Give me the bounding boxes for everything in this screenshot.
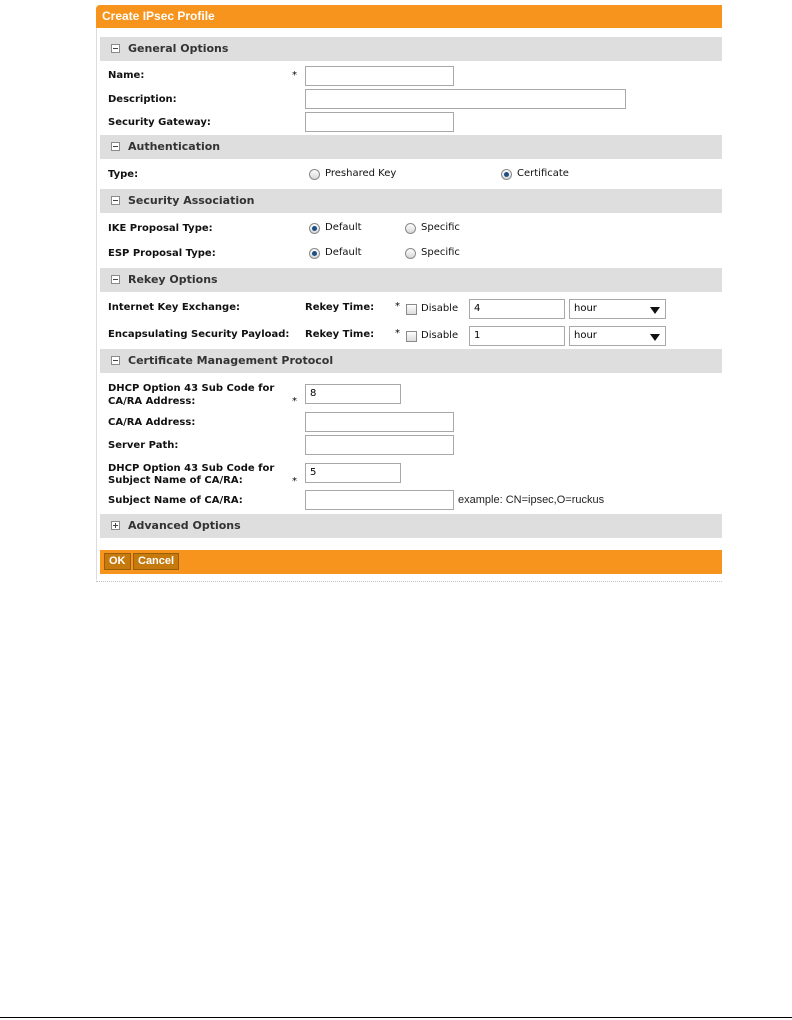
security-gateway-label: Security Gateway:: [108, 117, 211, 128]
section-title: Rekey Options: [128, 273, 218, 286]
ike-rekey-time-label: Rekey Time:: [305, 302, 375, 313]
ike-specific-radio[interactable]: [405, 223, 416, 234]
esp-specific-radio[interactable]: [405, 248, 416, 259]
dialog-bottom-divider: [96, 581, 722, 582]
esp-default-label[interactable]: Default: [325, 247, 362, 258]
name-input[interactable]: [305, 66, 454, 86]
subject-name-example: example: CN=ipsec,O=ruckus: [458, 494, 605, 506]
required-marker: *: [292, 396, 297, 407]
esp-rekey-label: Encapsulating Security Payload:: [108, 329, 290, 340]
esp-rekey-unit-select[interactable]: [569, 326, 666, 346]
section-title: Certificate Management Protocol: [128, 354, 334, 367]
collapse-icon[interactable]: [111, 142, 120, 151]
collapse-icon[interactable]: [111, 196, 120, 205]
dialog-title: Create IPsec Profile: [102, 9, 215, 23]
ike-rekey-time-input[interactable]: 4: [469, 299, 565, 319]
esp-default-radio[interactable]: [309, 248, 320, 259]
expand-icon[interactable]: [111, 521, 120, 530]
dialog-border: [96, 28, 97, 580]
page-bottom-rule: [0, 1017, 792, 1018]
ike-proposal-label: IKE Proposal Type:: [108, 223, 213, 234]
name-label: Name:: [108, 70, 145, 81]
ike-disable-checkbox[interactable]: [406, 304, 417, 315]
selected-value: hour: [574, 330, 597, 341]
server-path-input[interactable]: [305, 435, 454, 455]
required-marker: *: [395, 328, 400, 339]
description-label: Description:: [108, 94, 177, 105]
ike-disable-label[interactable]: Disable: [421, 303, 459, 314]
subcode-ca-label-line2: CA/RA Address:: [108, 396, 196, 407]
esp-proposal-label: ESP Proposal Type:: [108, 248, 216, 259]
subject-name-label: Subject Name of CA/RA:: [108, 495, 243, 506]
selected-value: hour: [574, 303, 597, 314]
dialog-titlebar: [96, 5, 722, 28]
section-title: Advanced Options: [128, 519, 241, 532]
section-security-association[interactable]: [100, 189, 722, 213]
description-input[interactable]: [305, 89, 626, 109]
subject-name-input[interactable]: [305, 490, 454, 510]
certificate-radio[interactable]: [501, 169, 512, 180]
section-title: Authentication: [128, 140, 221, 153]
esp-rekey-time-label: Rekey Time:: [305, 329, 375, 340]
ike-default-label[interactable]: Default: [325, 222, 362, 233]
server-path-label: Server Path:: [108, 440, 179, 451]
collapse-icon[interactable]: [111, 44, 120, 53]
esp-disable-label[interactable]: Disable: [421, 330, 459, 341]
ike-specific-label[interactable]: Specific: [421, 222, 460, 233]
security-gateway-input[interactable]: [305, 112, 454, 132]
subcode-subject-label-line2: Subject Name of CA/RA:: [108, 475, 243, 486]
dropdown-arrow-icon[interactable]: [650, 307, 660, 314]
esp-specific-label[interactable]: Specific: [421, 247, 460, 258]
ike-default-radio[interactable]: [309, 223, 320, 234]
collapse-icon[interactable]: [111, 275, 120, 284]
ca-address-label: CA/RA Address:: [108, 417, 196, 428]
dialog-footer: [100, 550, 722, 574]
section-general-options[interactable]: [100, 37, 722, 61]
auth-type-label: Type:: [108, 169, 139, 180]
section-title: General Options: [128, 42, 229, 55]
cancel-button[interactable]: Cancel: [133, 553, 179, 570]
preshared-key-radio[interactable]: [309, 169, 320, 180]
required-marker: *: [292, 70, 297, 81]
ipsec-profile-dialog: [96, 5, 722, 580]
required-marker: *: [395, 301, 400, 312]
subcode-subject-input[interactable]: 5: [305, 463, 401, 483]
subcode-ca-input[interactable]: 8: [305, 384, 401, 404]
required-marker: *: [292, 476, 297, 487]
section-authentication[interactable]: [100, 135, 722, 159]
collapse-icon[interactable]: [111, 356, 120, 365]
section-rekey-options[interactable]: [100, 268, 722, 292]
subcode-subject-label-line1: DHCP Option 43 Sub Code for: [108, 463, 275, 474]
certificate-label[interactable]: Certificate: [517, 168, 569, 179]
dropdown-arrow-icon[interactable]: [650, 334, 660, 341]
section-advanced-options[interactable]: [100, 514, 722, 538]
preshared-key-label[interactable]: Preshared Key: [325, 168, 397, 179]
ike-rekey-unit-select[interactable]: [569, 299, 666, 319]
section-certificate-management[interactable]: [100, 349, 722, 373]
ca-address-input[interactable]: [305, 412, 454, 432]
subcode-ca-label-line1: DHCP Option 43 Sub Code for: [108, 383, 275, 394]
ike-rekey-label: Internet Key Exchange:: [108, 302, 240, 313]
esp-disable-checkbox[interactable]: [406, 331, 417, 342]
section-title: Security Association: [128, 194, 255, 207]
ok-button[interactable]: OK: [104, 553, 131, 570]
esp-rekey-time-input[interactable]: 1: [469, 326, 565, 346]
